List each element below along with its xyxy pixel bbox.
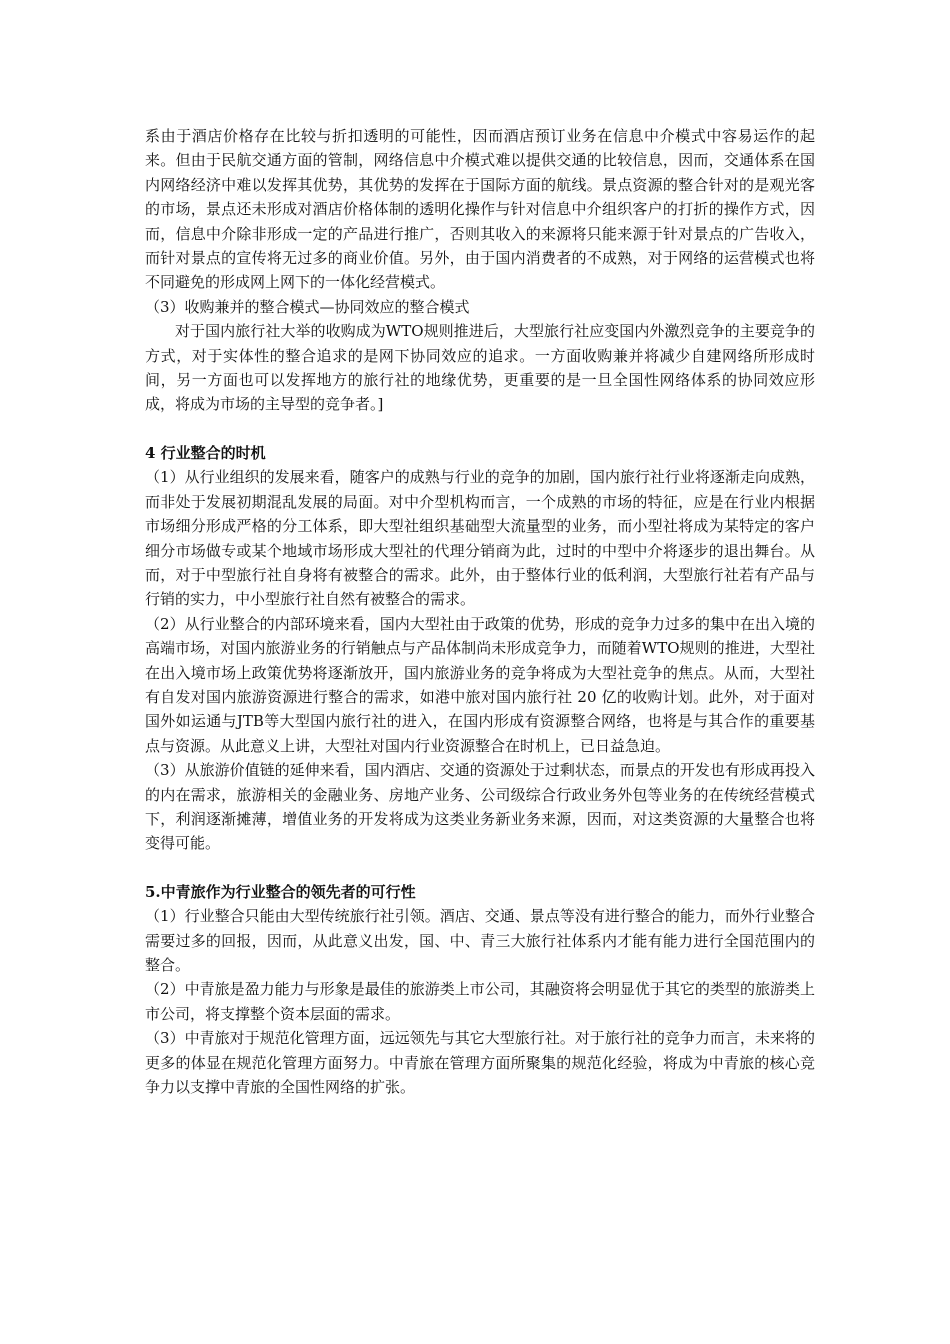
subheading-merger-integration-model: （3）收购兼并的整合模式—协同效应的整合模式 — [145, 297, 470, 316]
section-heading-feasibility: 5.中青旅作为行业整合的领先者的可行性 — [145, 882, 416, 901]
paragraph-feasibility-point-3: （3）中青旅对于规范化管理方面，远远领先与其它大型旅行社。对于旅行社的竞争力而言，未来将的更多的体显在规范化管理方面努力。中青旅在管理方面所聚集的规范化经验，将成为中青旅的核心竞争力以支撑中青旅的全国性网络的扩张。 — [145, 1029, 815, 1097]
paragraph-feasibility-point-2: （2）中青旅是盈力能力与形象是最佳的旅游类上市公司，其融资将会明显优于其它的类型的旅游类上市公司，将支撑整个资本层面的需求。 — [145, 980, 815, 1023]
paragraph-timing-point-2: （2）从行业整合的内部环境来看，国内大型社由于政策的优势，形成的竞争力过多的集中在出入境的高端市场，对国内旅游业务的行销触点与产品体制尚未形成竞争力，而随着WTO规则的推进，大型社在出入境市场上政策优势将逐渐放开，国内旅游业务的竞争将成为大型社竞争的焦点。从而，大型社有自发对国内旅游资源进行整合的需求，如港中旅对国内旅行社 20 亿的收购计划。此外，对于面对国外如运通与JTB等大型国内旅行社的进入，在国内形成有资源整合网络，也将是与其合作的重要基点与资源。从此意义上讲，大型社对国内行业资源整合在时机上，已日益急迫。 — [145, 614, 815, 755]
section-heading-integration-timing: 4 行业整合的时机 — [145, 443, 266, 462]
paragraph-feasibility-point-1: （1）行业整合只能由大型传统旅行社引领。酒店、交通、景点等没有进行整合的能力，而外行业整合需要过多的回报，因而，从此意义出发，国、中、青三大旅行社体系内才能有能力进行全国范围内的整合。 — [145, 907, 815, 974]
paragraph-continued-info-intermediary: 系由于酒店价格存在比较与折扣透明的可能性，因而酒店预订业务在信息中介模式中容易运作的起来。但由于民航交通方面的管制，网络信息中介模式难以提供交通的比较信息，因而，交通体系在国内网络经济中难以发挥其优势，其优势的发挥在于国际方面的航线。景点资源的整合针对的是观光客的市场，景点还未形成对酒店价格体制的透明化操作与针对信息中介组织客户的打折的操作方式，因而，信息中介除非形成一定的产品进行推广，否则其收入的来源将只能来源于针对景点的广告收入，而针对景点的宣传将无过多的商业价值。另外，由于国内消费者的不成熟，对于网络的运营模式也将不同避免的形成网上网下的一体化经营模式。 — [145, 127, 815, 292]
paragraph-merger-synergy: 对于国内旅行社大举的收购成为WTO规则推进后，大型旅行社应变国内外激烈竞争的主要竞争的方式，对于实体性的整合追求的是网下协同效应的追求。一方面收购兼并将减少自建网络所形成时间，另一方面也可以发挥地方的旅行社的地缘优势，更重要的是一旦全国性网络体系的协同效应形成，将成为市场的主导型的竞争者。] — [145, 322, 815, 414]
document-page — [145, 124, 815, 1099]
paragraph-timing-point-1: （1）从行业组织的发展来看，随客户的成熟与行业的竞争的加剧，国内旅行社行业将逐渐走向成熟，而非处于发展初期混乱发展的局面。对中介型机构而言，一个成熟的市场的特征，应是在行业内根据市场细分形成严格的分工体系，即大型社组织基础型大流量型的业务，而小型社将成为某特定的客户细分市场做专或某个地域市场形成大型社的代理分销商为此，过时的中型中介将逐步的退出舞台。从而，对于中型旅行社自身将有被整合的需求。此外，由于整体行业的低利润，大型旅行社若有产品与行销的实力，中小型旅行社自然有被整合的需求。 — [145, 468, 815, 609]
paragraph-timing-point-3: （3）从旅游价值链的延伸来看，国内酒店、交通的资源处于过剩状态，而景点的开发也有形成再投入的内在需求，旅游相关的金融业务、房地产业务、公司级综合行政业务外包等业务的在传统经营模式下，利润逐渐摊薄，增值业务的开发将成为这类业务新业务来源，因而，对这类资源的大量整合也将变得可能。 — [145, 761, 815, 853]
